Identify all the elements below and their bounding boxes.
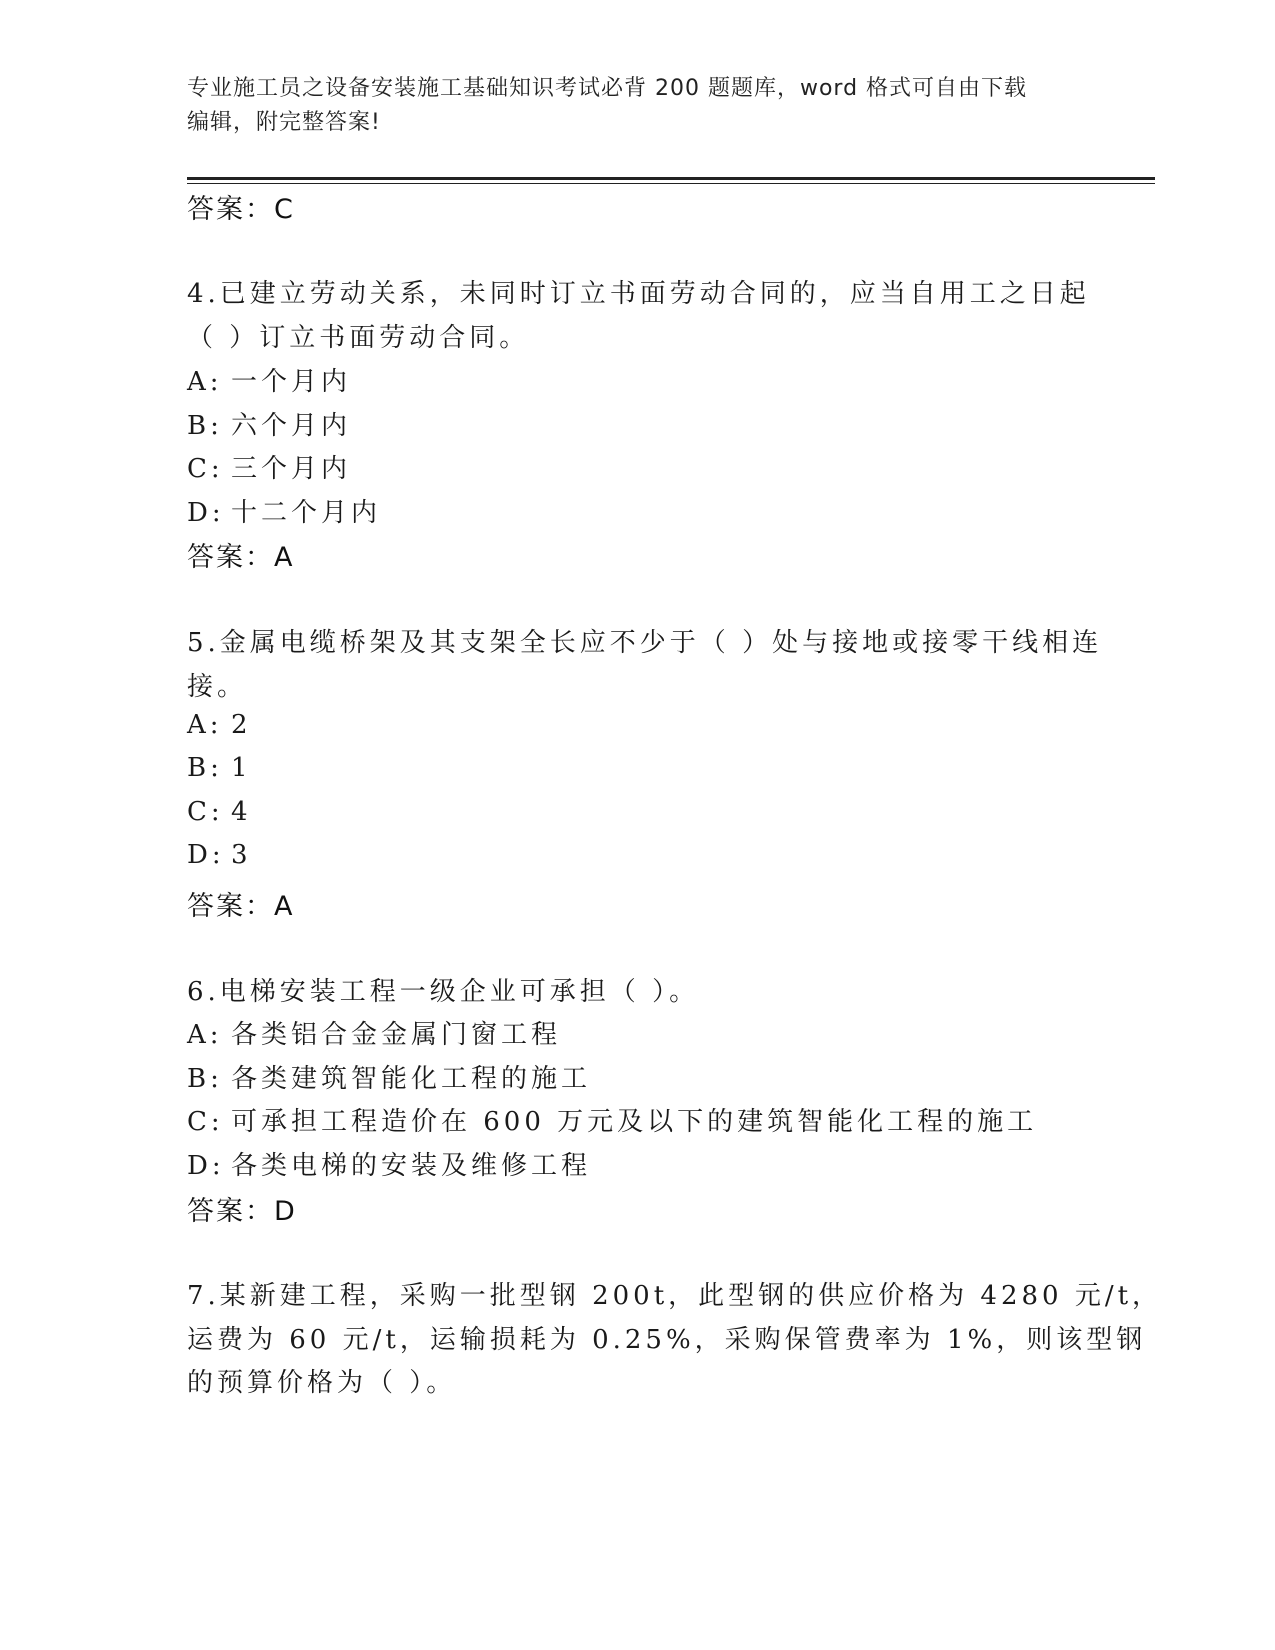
option-key: A: [187, 367, 223, 397]
option-text: 三个月内 [231, 454, 352, 484]
question-5-option-d [187, 840, 252, 870]
question-5-text-line-2: 接。 [187, 672, 248, 702]
option-text: 各类建筑智能化工程的施工 [231, 1064, 592, 1094]
header-line-1: 专业施工员之设备安装施工基础知识考试必背 200 题题库，word 格式可自由下载 [187, 76, 1028, 101]
question-6-option-b [187, 1058, 591, 1095]
option-key: D: [187, 840, 225, 870]
question-7-text-line-1: 7.某新建工程，采购一批型钢 200t，此型钢的供应价格为 4280 元/t， [187, 1281, 1163, 1311]
option-key: C: [187, 797, 224, 827]
option-text: 可承担工程造价在 600 万元及以下的建筑智能化工程的施工 [231, 1107, 1038, 1137]
question-4-option-c [187, 448, 351, 485]
option-text: 十二个月内 [231, 498, 382, 528]
option-text: 1 [231, 753, 252, 783]
option-text: 4 [231, 797, 252, 827]
option-text: 一个月内 [231, 367, 352, 397]
option-text: 六个月内 [231, 411, 352, 441]
option-key: D: [187, 498, 225, 528]
answer-q5: 答案：A [187, 891, 295, 922]
header-divider-thin [187, 183, 1155, 184]
document-header [187, 72, 1067, 140]
option-key: C: [187, 454, 224, 484]
option-key: C: [187, 1107, 224, 1137]
question-4-option-d [187, 492, 381, 529]
option-key: B: [187, 411, 223, 441]
option-key: D: [187, 1151, 225, 1181]
question-6-option-a [187, 1014, 561, 1051]
question-4-option-a [187, 361, 351, 398]
question-7-text-line-2: 运费为 60 元/t，运输损耗为 0.25%，采购保管费率为 1%，则该型钢 [187, 1325, 1147, 1355]
option-key: B: [187, 753, 223, 783]
question-6-option-c [187, 1101, 1037, 1138]
answer-q3: 答案：C [187, 194, 295, 225]
option-key: A: [187, 1020, 223, 1050]
question-4-text-line-1: 4.已建立劳动关系，未同时订立书面劳动合同的，应当自用工之日起 [187, 279, 1090, 309]
question-5-option-c [187, 797, 252, 827]
question-5-option-b [187, 753, 252, 783]
header-line-2: 编辑，附完整答案! [187, 110, 381, 135]
question-6-text-line-1: 6.电梯安装工程一级企业可承担（ ）。 [187, 977, 700, 1007]
option-key: B: [187, 1064, 223, 1094]
header-divider-thick [187, 177, 1155, 180]
option-text: 各类铝合金金属门窗工程 [231, 1020, 562, 1050]
option-key: A: [187, 710, 223, 740]
option-text: 3 [231, 840, 252, 870]
question-5-option-a [187, 710, 252, 740]
option-text: 2 [231, 710, 252, 740]
question-4-option-b [187, 405, 351, 442]
question-7-text-line-3: 的预算价格为（ ）。 [187, 1368, 457, 1398]
question-4-text-line-2: （ ）订立书面劳动合同。 [187, 323, 530, 353]
answer-q4: 答案：A [187, 542, 295, 573]
answer-q6: 答案：D [187, 1196, 297, 1227]
question-5-text-line-1: 5.金属电缆桥架及其支架全长应不少于（ ）处与接地或接零干线相连 [187, 628, 1103, 658]
question-6-option-d [187, 1145, 591, 1182]
option-text: 各类电梯的安装及维修工程 [231, 1151, 592, 1181]
